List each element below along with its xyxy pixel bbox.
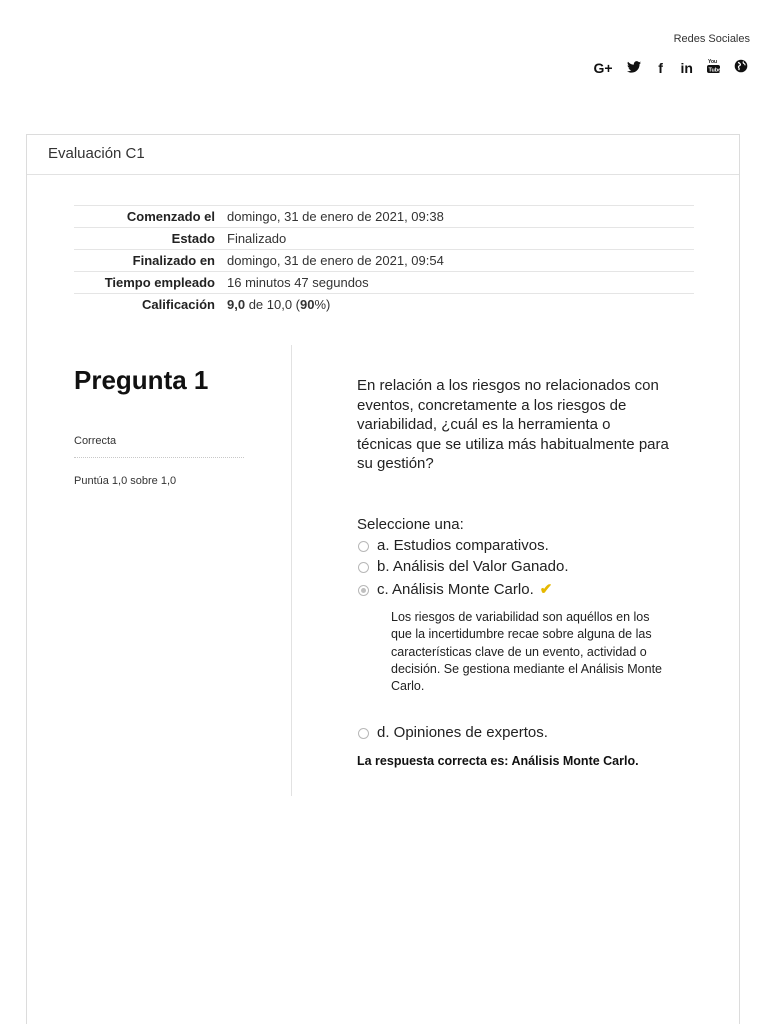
grade-score: 9,0	[227, 297, 246, 312]
attempt-summary-table	[74, 205, 694, 315]
social-links	[593, 58, 748, 77]
summary-value: domingo, 31 de enero de 2021, 09:38	[221, 206, 694, 228]
summary-label: Calificación	[74, 294, 221, 316]
globe-icon[interactable]	[734, 59, 748, 76]
svg-text:You: You	[708, 59, 718, 65]
question-grade: Puntúa 1,0 sobre 1,0	[74, 475, 177, 487]
radio-icon[interactable]	[358, 728, 369, 739]
checkmark-icon: ✔	[539, 581, 553, 598]
question-title: Pregunta 1	[74, 365, 209, 395]
grade-middle: de 10,0 (	[245, 297, 301, 312]
youtube-icon[interactable]	[707, 58, 720, 77]
answer-option-a[interactable]	[358, 537, 549, 554]
radio-icon[interactable]	[358, 541, 369, 552]
table-row	[74, 206, 694, 228]
grade-suffix: %)	[314, 297, 331, 312]
summary-label: Comenzado el	[74, 206, 221, 228]
summary-value: domingo, 31 de enero de 2021, 09:54	[221, 250, 694, 272]
radio-checked-icon[interactable]	[358, 585, 369, 596]
linkedin-icon[interactable]: in	[680, 59, 693, 76]
twitter-icon[interactable]	[627, 60, 641, 76]
option-label: a. Estudios comparativos.	[377, 537, 549, 554]
question-info	[74, 345, 292, 796]
grade-percent: 90	[300, 297, 315, 312]
option-label: b. Análisis del Valor Ganado.	[377, 558, 569, 575]
svg-text:Tube: Tube	[708, 67, 720, 74]
summary-value: Finalizado	[221, 228, 694, 250]
summary-value: 16 minutos 47 segundos	[221, 272, 694, 294]
table-row	[74, 294, 694, 316]
summary-label: Finalizado en	[74, 250, 221, 272]
facebook-icon[interactable]: f	[658, 59, 663, 76]
correct-answer-text: La respuesta correcta es: Análisis Monte Carlo.	[357, 754, 639, 768]
option-label: d. Opiniones de expertos.	[377, 724, 548, 741]
table-row	[74, 228, 694, 250]
grade-value	[221, 294, 694, 316]
quiz-review-card	[26, 134, 740, 1024]
radio-icon[interactable]	[358, 562, 369, 573]
question-state: Correcta	[74, 435, 244, 458]
google-plus-icon[interactable]: G+	[593, 59, 613, 76]
answer-option-c[interactable]	[358, 580, 552, 598]
social-title: Redes Sociales	[673, 33, 750, 45]
table-row	[74, 250, 694, 272]
option-feedback: Los riesgos de variabilidad son aquéllos en los que la incertidumbre recae sobre alguna de las características clave de un evento, actividad o decisión. Se gestiona mediante el Análisis Monte Carlo.	[391, 610, 662, 694]
answer-prompt: Seleccione una:	[357, 516, 464, 533]
question-text: En relación a los riesgos no relacionados con eventos, concretamente a los riesgos de variabilidad, ¿cuál es la herramienta o técnicas que se utiliza más habitualmente para su gestión?	[357, 377, 669, 472]
option-label: c. Análisis Monte Carlo.	[377, 580, 534, 598]
table-row	[74, 272, 694, 294]
answer-option-b[interactable]	[358, 558, 569, 575]
answer-option-d[interactable]	[358, 724, 548, 741]
summary-label: Tiempo empleado	[74, 272, 221, 294]
summary-label: Estado	[74, 228, 221, 250]
card-title: Evaluación C1	[27, 135, 739, 175]
